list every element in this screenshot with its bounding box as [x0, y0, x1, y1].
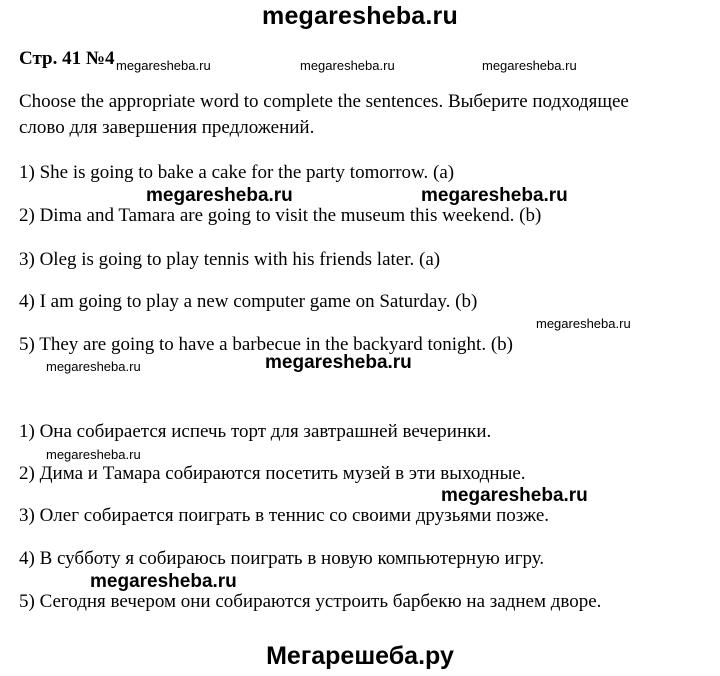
watermark: megaresheba.ru — [536, 316, 631, 331]
watermark: megaresheba.ru — [441, 485, 588, 506]
russian-sentence-2: 2) Дима и Тамара собираются посетить музей в эти выходные. — [19, 463, 526, 484]
watermark: megaresheba.ru — [265, 352, 412, 373]
footer-title: Мегарешеба.ру — [266, 642, 454, 670]
english-sentence-4: 4) I am going to play a new computer game on Saturday. (b) — [19, 291, 478, 312]
watermark: megaresheba.ru — [46, 359, 141, 374]
watermark: megaresheba.ru — [146, 185, 293, 206]
watermark: megaresheba.ru — [300, 58, 395, 73]
site-title: megaresheba.ru — [262, 2, 458, 30]
russian-sentence-4: 4) В субботу я собираюсь поиграть в новую компьютерную игру. — [19, 548, 545, 569]
english-sentence-1: 1) She is going to bake a cake for the party tomorrow. (a) — [19, 162, 455, 183]
watermark: megaresheba.ru — [421, 185, 568, 206]
exercise-heading: Стр. 41 №4 — [19, 48, 115, 69]
watermark: megaresheba.ru — [482, 58, 577, 73]
instruction-line-2: слово для завершения предложений. — [19, 117, 315, 138]
russian-sentence-5: 5) Сегодня вечером они собираются устроить барбекю на заднем дворе. — [19, 591, 602, 612]
watermark: megaresheba.ru — [46, 447, 141, 462]
russian-sentence-3: 3) Олег собирается поиграть в теннис со своими друзьями позже. — [19, 505, 550, 526]
instruction-line-1: Choose the appropriate word to complete the sentences. Выберите подходящее — [19, 91, 629, 112]
watermark: megaresheba.ru — [116, 58, 211, 73]
english-sentence-3: 3) Oleg is going to play tennis with his friends later. (a) — [19, 249, 441, 270]
english-sentence-5: 5) They are going to have a barbecue in the backyard tonight. (b) — [19, 334, 513, 355]
watermark: megaresheba.ru — [90, 571, 237, 592]
russian-sentence-1: 1) Она собирается испечь торт для завтрашней вечеринки. — [19, 421, 492, 442]
english-sentence-2: 2) Dima and Tamara are going to visit the museum this weekend. (b) — [19, 205, 542, 226]
